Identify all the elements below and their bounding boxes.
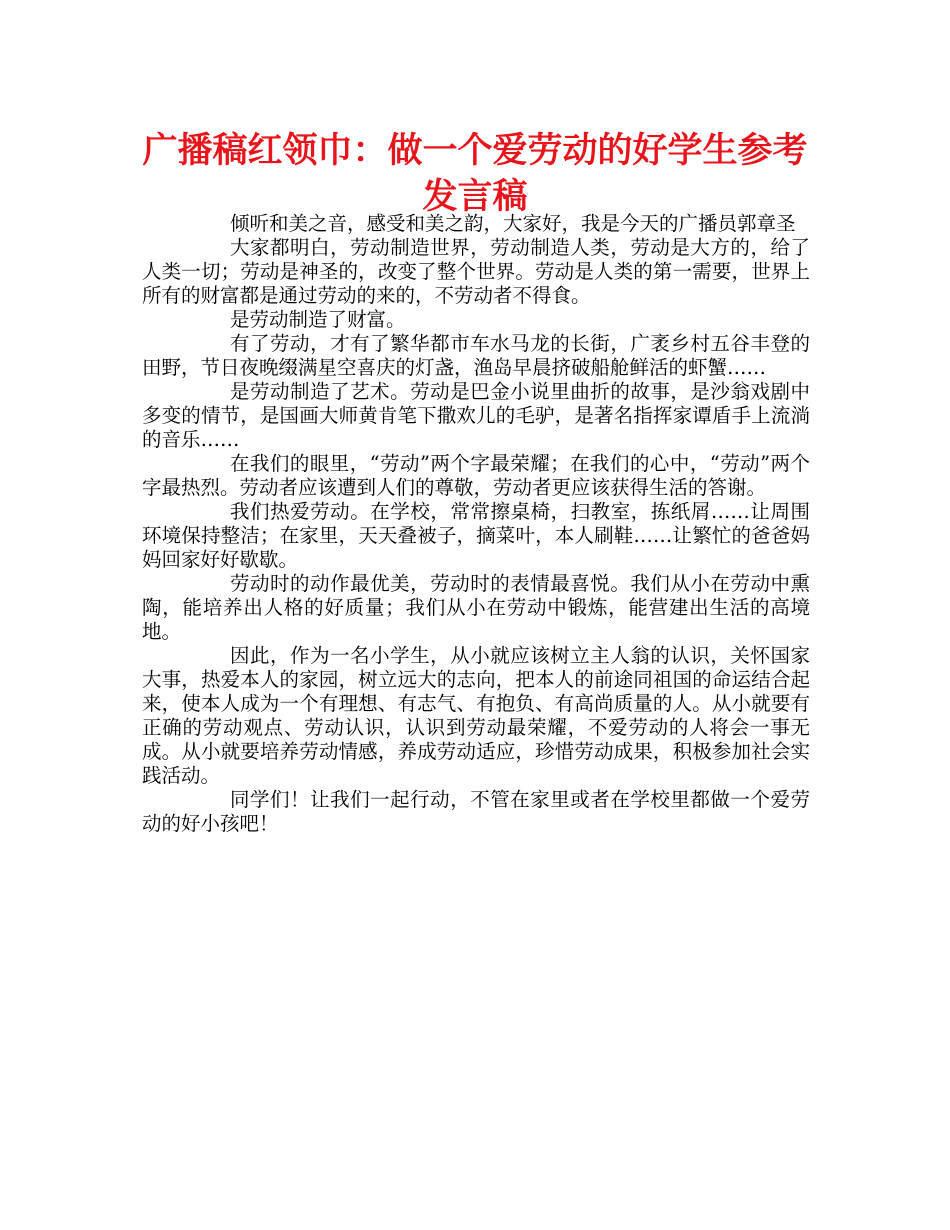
paragraph-7: 我们热爱劳动。在学校，常常擦桌椅，扫教室，拣纸屑……让周围环境保持整洁；在家里，天天叠被子，摘菜叶，本人刷鞋……让繁忙的爸爸妈妈回家好好歇歇。 bbox=[142, 500, 810, 571]
paragraph-1: 倾听和美之音，感受和美之韵，大家好，我是今天的广播员郭章圣 bbox=[230, 212, 796, 235]
paragraph-5: 是劳动制造了艺术。劳动是巴金小说里曲折的故事，是沙翁戏剧中多变的情节，是国画大师黄肯笔下撒欢儿的毛驴，是著名指挥家谭盾手上流淌的音乐…… bbox=[142, 380, 810, 451]
document-title: 广播稿红领巾：做一个爱劳动的好学生参考发言稿 bbox=[142, 131, 808, 217]
paragraph-4: 有了劳动，才有了繁华都市车水马龙的长街，广袤乡村五谷丰登的田野，节日夜晚缀满星空喜庆的灯盏，渔岛早晨挤破船舱鲜活的虾蟹…… bbox=[142, 332, 810, 379]
paragraph-10: 同学们！让我们一起行动，不管在家里或者在学校里都做一个爱劳动的好小孩吧！ bbox=[142, 788, 810, 835]
document-body bbox=[142, 212, 810, 836]
paragraph-6: 在我们的眼里，“劳动”两个字最荣耀；在我们的心中，“劳动”两个字最热烈。劳动者应该遭到人们的尊敬，劳动者更应该获得生活的答谢。 bbox=[142, 452, 810, 499]
paragraph-9: 因此，作为一名小学生，从小就应该树立主人翁的认识，关怀国家大事，热爱本人的家园，树立远大的志向，把本人的前途同祖国的命运结合起来，使本人成为一个有理想、有志气、有抱负、有高尚质量的人。从小就要有正确的劳动观点、劳动认识，认识到劳动最荣耀，不爱劳动的人将会一事无成。从小就要培养劳动情感，养成劳动适应，珍惜劳动成果，积极参加社会实践活动。 bbox=[142, 644, 810, 787]
paragraph-2: 大家都明白，劳动制造世界，劳动制造人类，劳动是大方的，给了人类一切；劳动是神圣的，改变了整个世界。劳动是人类的第一需要，世界上所有的财富都是通过劳动的来的，不劳动者不得食。 bbox=[142, 236, 810, 307]
paragraph-8: 劳动时的动作最优美，劳动时的表情最喜悦。我们从小在劳动中熏陶，能培养出人格的好质量；我们从小在劳动中锻炼，能营建出生活的高境地。 bbox=[142, 572, 810, 643]
paragraph-3: 是劳动制造了财富。 bbox=[230, 308, 406, 331]
